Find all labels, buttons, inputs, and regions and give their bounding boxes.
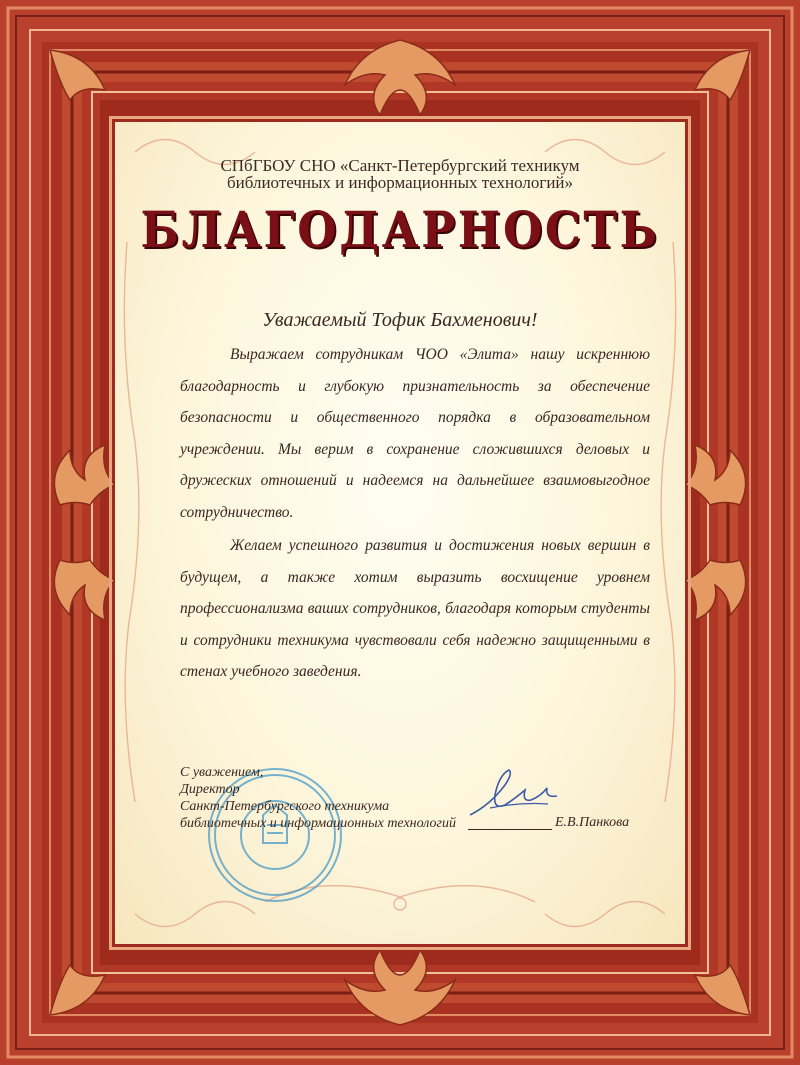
signatory-name: Е.В.Панкова [555, 815, 630, 830]
handwritten-signature [460, 760, 560, 830]
signature-org-line-2: библиотечных и информационных технологий [180, 816, 457, 831]
body-paragraph-2: Желаем успешного развития и достижения новых вершин в будущем, а также хотим выразить восхищение уровнем профессионализма ваших сотрудников, благодаря которым студенты и сотрудники техникума чувствовали себя надежно защищенными в стенах учебного заведения. [180, 537, 650, 680]
document-title: БЛАГОДАРНОСТЬ [140, 200, 660, 259]
greeting: Уважаемый Тофик Бахменович! [262, 309, 538, 331]
institution-line-2: библиотечных и информационных технологий» [226, 173, 574, 192]
signature-position: Директор [180, 782, 240, 797]
institution-line-1: СПбГБОУ СНО «Санкт-Петербургский техникум [220, 156, 580, 175]
signature-closing: С уважением, [180, 765, 264, 780]
signature-org-line-1: Санкт-Петербургского техникума [180, 799, 390, 814]
body-paragraph-1: Выражаем сотрудникам ЧОО «Элита» нашу искреннюю благодарность и глубокую признательность за обеспечение безопасности и общественного порядка в образовательном учреждении. Мы верим в сохранение сложившихся деловых и дружеских отношений и надеемся на дальнейшее взаимовыгодное сотрудничество. [180, 346, 650, 521]
